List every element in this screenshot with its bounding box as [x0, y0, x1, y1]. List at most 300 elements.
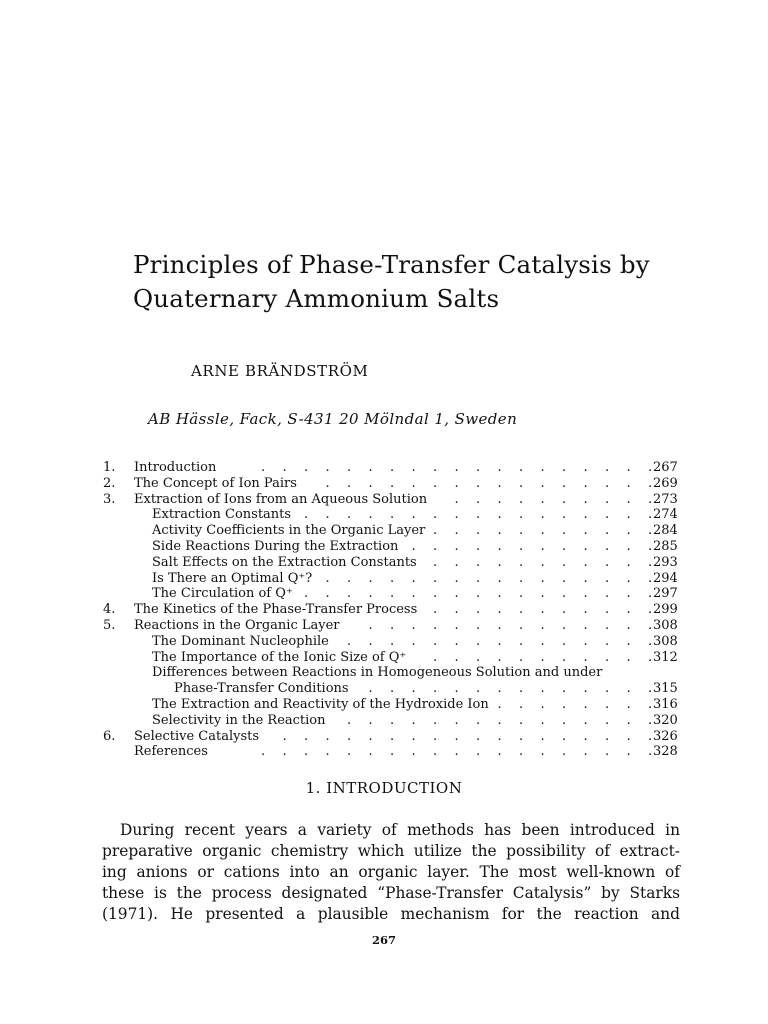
leader-dot: .	[562, 681, 567, 697]
leader-dot: .	[583, 586, 588, 602]
leader-dot: .	[562, 649, 567, 665]
toc-entry-page: 316	[653, 697, 678, 712]
leader-dot: .	[519, 539, 524, 554]
leader-dot: .	[540, 602, 545, 618]
leader-dot: .	[497, 491, 502, 507]
leader-dot: .	[497, 618, 502, 633]
toc-entry-title: Side Reactions During the Extraction	[152, 539, 399, 554]
leader-dot: .	[540, 523, 545, 539]
toc-entry-title: The Kinetics of the Phase-Transfer Process	[134, 602, 418, 618]
leader-dot: .	[454, 475, 459, 491]
toc-entry-number: 5.	[103, 618, 116, 633]
leader-dot: .	[540, 681, 545, 697]
leader-dot: .	[433, 554, 438, 570]
leader-dot: .	[497, 649, 502, 665]
leader-dot: .	[476, 728, 481, 744]
leader-dot: .	[454, 618, 459, 633]
leader-dot: .	[648, 507, 653, 523]
leader-dot: .	[583, 697, 588, 712]
leader-dot: .	[454, 507, 459, 523]
leader-dot: .	[476, 681, 481, 697]
leader-dot: .	[325, 507, 330, 523]
toc-entry	[0, 460, 768, 476]
leader-dot: .	[540, 570, 545, 586]
leader-dot: .	[605, 633, 610, 649]
toc-entry-page: 267	[653, 460, 678, 475]
leader-dot: .	[347, 460, 352, 475]
leader-dot: .	[411, 507, 416, 523]
leader-dot: .	[605, 712, 610, 728]
leader-dot: .	[626, 633, 631, 649]
leader-dot: .	[411, 633, 416, 649]
leader-dot: .	[626, 475, 631, 491]
leader-dot: .	[519, 570, 524, 586]
toc-entry-page: 269	[653, 475, 678, 491]
leader-dot: .	[648, 728, 653, 744]
leader-dot: .	[368, 633, 373, 649]
leader-dot: .	[648, 539, 653, 554]
toc-entry	[0, 681, 768, 697]
leader-dot: .	[583, 539, 588, 554]
leader-dot: .	[562, 554, 567, 570]
toc-entry	[0, 476, 768, 492]
leader-dot: .	[304, 460, 309, 475]
toc-entry-page: 326	[653, 728, 678, 744]
leader-dot: .	[390, 618, 395, 633]
leader-dot: .	[605, 602, 610, 618]
leader-dot: .	[433, 633, 438, 649]
leader-dot: .	[325, 475, 330, 491]
leader-dot: .	[476, 602, 481, 618]
leader-dot: .	[454, 460, 459, 475]
leader-dot: .	[626, 507, 631, 523]
toc-entry-title: Differences between Reactions in Homogeneous Solution and under	[152, 665, 603, 681]
leader-dot: .	[304, 507, 309, 523]
leader-dot: .	[347, 475, 352, 491]
leader-dot: .	[347, 570, 352, 586]
leader-dot: .	[583, 507, 588, 523]
leader-dot: .	[476, 539, 481, 554]
leader-dot: .	[390, 681, 395, 697]
toc-entry	[0, 523, 768, 539]
leader-dot: .	[605, 460, 610, 475]
toc-entry-page: 308	[653, 618, 678, 633]
leader-dot: .	[583, 554, 588, 570]
leader-dot: .	[583, 460, 588, 475]
leader-dot: .	[540, 475, 545, 491]
leader-dot: .	[648, 712, 653, 728]
leader-dot: .	[476, 744, 481, 760]
leader-dot: .	[390, 744, 395, 760]
body-line: During recent years a variety of methods has been introduced in	[120, 821, 680, 839]
section-heading: 1. INTRODUCTION	[305, 779, 463, 797]
leader-dot: .	[648, 570, 653, 586]
body-line: ing anions or cations into an organic layer. The most well-known of	[102, 863, 680, 881]
leader-dot: .	[605, 507, 610, 523]
toc-entry-title: References	[134, 744, 208, 760]
leader-dot: .	[390, 712, 395, 728]
title-line-2: Quaternary Ammonium Salts	[133, 284, 500, 313]
leader-dot: .	[497, 744, 502, 760]
toc-leader-dots	[0, 539, 768, 555]
leader-dot: .	[368, 570, 373, 586]
leader-dot: .	[605, 681, 610, 697]
toc-entry-number: 4.	[103, 602, 116, 618]
leader-dot: .	[454, 602, 459, 618]
leader-dot: .	[605, 586, 610, 602]
toc-entry-page: 320	[653, 712, 678, 728]
leader-dot: .	[433, 523, 438, 539]
leader-dot: .	[282, 744, 287, 760]
leader-dot: .	[519, 507, 524, 523]
leader-dot: .	[540, 491, 545, 507]
leader-dot: .	[347, 507, 352, 523]
toc-leader-dots	[0, 492, 768, 508]
leader-dot: .	[368, 712, 373, 728]
toc-entry-page: 299	[653, 602, 678, 618]
leader-dot: .	[626, 728, 631, 744]
leader-dot: .	[368, 728, 373, 744]
leader-dot: .	[540, 507, 545, 523]
leader-dot: .	[411, 618, 416, 633]
leader-dot: .	[411, 712, 416, 728]
leader-dot: .	[347, 744, 352, 760]
leader-dot: .	[454, 681, 459, 697]
leader-dot: .	[583, 618, 588, 633]
toc-entry-title: Selective Catalysts	[134, 728, 260, 744]
leader-dot: .	[368, 475, 373, 491]
leader-dot: .	[454, 523, 459, 539]
leader-dot: .	[626, 523, 631, 539]
leader-dot: .	[583, 681, 588, 697]
leader-dot: .	[411, 728, 416, 744]
leader-dot: .	[648, 491, 653, 507]
leader-dot: .	[605, 649, 610, 665]
toc-entry-page: 315	[653, 681, 678, 697]
toc-entry	[0, 555, 768, 571]
leader-dot: .	[605, 697, 610, 712]
leader-dot: .	[519, 523, 524, 539]
leader-dot: .	[390, 728, 395, 744]
leader-dot: .	[540, 728, 545, 744]
leader-dot: .	[476, 618, 481, 633]
toc-entry-page: 328	[653, 744, 678, 760]
leader-dot: .	[304, 744, 309, 760]
author-name: ARNE BRÄNDSTRÖM	[191, 362, 369, 380]
leader-dot: .	[519, 744, 524, 760]
leader-dot: .	[648, 618, 653, 633]
leader-dot: .	[325, 728, 330, 744]
leader-dot: .	[583, 633, 588, 649]
leader-dot: .	[562, 586, 567, 602]
leader-dot: .	[519, 633, 524, 649]
toc-entry-page: 274	[653, 507, 678, 523]
toc-entry-title: Activity Coefficients in the Organic Layer	[152, 523, 426, 539]
leader-dot: .	[454, 728, 459, 744]
leader-dot: .	[519, 475, 524, 491]
leader-dot: .	[454, 554, 459, 570]
leader-dot: .	[605, 554, 610, 570]
leader-dot: .	[368, 460, 373, 475]
leader-dot: .	[454, 649, 459, 665]
leader-dot: .	[433, 744, 438, 760]
toc-entry-page: 294	[653, 570, 678, 586]
leader-dot: .	[390, 570, 395, 586]
leader-dot: .	[519, 697, 524, 712]
leader-dot: .	[540, 539, 545, 554]
leader-dot: .	[433, 649, 438, 665]
leader-dot: .	[583, 649, 588, 665]
leader-dot: .	[347, 728, 352, 744]
leader-dot: .	[476, 554, 481, 570]
leader-dot: .	[540, 586, 545, 602]
leader-dot: .	[476, 586, 481, 602]
leader-dot: .	[390, 460, 395, 475]
leader-dot: .	[648, 633, 653, 649]
leader-dot: .	[433, 602, 438, 618]
leader-dot: .	[605, 475, 610, 491]
leader-dot: .	[626, 554, 631, 570]
leader-dot: .	[454, 570, 459, 586]
toc-entry-title: The Circulation of Q⁺	[152, 586, 293, 602]
leader-dot: .	[476, 633, 481, 649]
leader-dot: .	[411, 744, 416, 760]
toc-leader-dots	[0, 476, 768, 492]
toc-entry	[0, 571, 768, 587]
toc-entry	[0, 744, 768, 760]
body-paragraph	[102, 820, 680, 925]
leader-dot: .	[411, 570, 416, 586]
toc-entry-page: 308	[653, 633, 678, 649]
leader-dot: .	[540, 712, 545, 728]
toc-entry-title: Extraction of Ions from an Aqueous Solution	[134, 491, 428, 507]
toc-entry-page: 273	[653, 491, 678, 507]
leader-dot: .	[648, 523, 653, 539]
toc-entry-title: Is There an Optimal Q⁺?	[152, 570, 313, 586]
toc-entry-title: Salt Effects on the Extraction Constants	[152, 554, 417, 570]
leader-dot: .	[519, 728, 524, 744]
toc-leader-dots	[0, 634, 768, 650]
leader-dot: .	[368, 507, 373, 523]
leader-dot: .	[519, 681, 524, 697]
leader-dot: .	[626, 460, 631, 475]
leader-dot: .	[411, 539, 416, 554]
leader-dot: .	[476, 491, 481, 507]
leader-dot: .	[583, 491, 588, 507]
leader-dot: .	[325, 460, 330, 475]
leader-dot: .	[519, 586, 524, 602]
leader-dot: .	[325, 586, 330, 602]
leader-dot: .	[562, 633, 567, 649]
leader-dot: .	[605, 523, 610, 539]
toc-entry-number: 2.	[103, 475, 116, 491]
leader-dot: .	[648, 460, 653, 475]
leader-dot: .	[368, 744, 373, 760]
leader-dot: .	[433, 539, 438, 554]
leader-dot: .	[411, 681, 416, 697]
leader-dot: .	[497, 539, 502, 554]
leader-dot: .	[562, 523, 567, 539]
leader-dot: .	[519, 491, 524, 507]
toc-entry-page: 284	[653, 523, 678, 539]
leader-dot: .	[325, 744, 330, 760]
leader-dot: .	[433, 475, 438, 491]
leader-dot: .	[411, 475, 416, 491]
leader-dot: .	[626, 744, 631, 760]
toc-entry-number: 1.	[103, 460, 116, 475]
leader-dot: .	[648, 697, 653, 712]
leader-dot: .	[583, 523, 588, 539]
leader-dot: .	[304, 728, 309, 744]
leader-dot: .	[497, 523, 502, 539]
leader-dot: .	[648, 681, 653, 697]
leader-dot: .	[562, 744, 567, 760]
body-line: these is the process designated “Phase-Transfer Catalysis” by Starks	[102, 884, 680, 902]
leader-dot: .	[497, 602, 502, 618]
leader-dot: .	[562, 602, 567, 618]
leader-dot: .	[476, 460, 481, 475]
toc-entry-page: 293	[653, 554, 678, 570]
toc-entry	[0, 507, 768, 523]
leader-dot: .	[433, 681, 438, 697]
toc-entry-number: 3.	[103, 491, 116, 507]
leader-dot: .	[497, 728, 502, 744]
toc-entry-number: 6.	[103, 728, 116, 744]
body-line: preparative organic chemistry which utilize the possibility of extract-	[102, 842, 680, 860]
toc-entry	[0, 729, 768, 745]
toc-entry-title: Extraction Constants	[152, 507, 292, 523]
toc-leader-dots	[0, 523, 768, 539]
toc-entry	[0, 650, 768, 666]
leader-dot: .	[411, 586, 416, 602]
leader-dot: .	[497, 460, 502, 475]
toc-entry	[0, 602, 768, 618]
toc-leader-dots	[0, 460, 768, 476]
leader-dot: .	[626, 586, 631, 602]
leader-dot: .	[497, 570, 502, 586]
leader-dot: .	[540, 744, 545, 760]
leader-dot: .	[626, 712, 631, 728]
leader-dot: .	[626, 602, 631, 618]
leader-dot: .	[433, 618, 438, 633]
leader-dot: .	[497, 554, 502, 570]
toc-leader-dots	[0, 729, 768, 745]
leader-dot: .	[282, 728, 287, 744]
leader-dot: .	[626, 539, 631, 554]
leader-dot: .	[605, 744, 610, 760]
leader-dot: .	[390, 507, 395, 523]
toc-leader-dots	[0, 650, 768, 666]
leader-dot: .	[368, 586, 373, 602]
leader-dot: .	[540, 649, 545, 665]
toc-entry-title: Selectivity in the Reaction	[152, 712, 326, 728]
leader-dot: .	[454, 744, 459, 760]
toc-entry	[0, 634, 768, 650]
toc-entry	[0, 539, 768, 555]
toc-entry-title: The Dominant Nucleophile	[152, 633, 329, 649]
toc-leader-dots	[0, 697, 768, 713]
leader-dot: .	[476, 507, 481, 523]
leader-dot: .	[454, 633, 459, 649]
author-affiliation: AB Hässle, Fack, S-431 20 Mölndal 1, Sweden	[148, 410, 518, 428]
leader-dot: .	[626, 570, 631, 586]
leader-dot: .	[583, 712, 588, 728]
leader-dot: .	[562, 618, 567, 633]
toc-leader-dots	[0, 571, 768, 587]
leader-dot: .	[626, 618, 631, 633]
leader-dot: .	[497, 586, 502, 602]
leader-dot: .	[626, 697, 631, 712]
leader-dot: .	[282, 460, 287, 475]
leader-dot: .	[626, 491, 631, 507]
toc-entry-title: The Concept of Ion Pairs	[134, 475, 297, 491]
toc-entry-title: The Importance of the Ionic Size of Q⁺	[152, 649, 407, 665]
leader-dot: .	[497, 633, 502, 649]
toc-entry	[0, 586, 768, 602]
leader-dot: .	[497, 712, 502, 728]
leader-dot: .	[476, 475, 481, 491]
body-line: (1971). He presented a plausible mechanism for the reaction and	[102, 905, 680, 923]
toc-entry-title: Introduction	[134, 460, 217, 475]
toc-leader-dots	[0, 681, 768, 697]
leader-dot: .	[605, 491, 610, 507]
leader-dot: .	[454, 712, 459, 728]
toc-entry-title: Reactions in the Organic Layer	[134, 618, 340, 633]
leader-dot: .	[648, 744, 653, 760]
toc-entry	[0, 697, 768, 713]
toc-entry	[0, 618, 768, 634]
toc-entry	[0, 492, 768, 508]
leader-dot: .	[325, 570, 330, 586]
leader-dot: .	[648, 554, 653, 570]
leader-dot: .	[433, 507, 438, 523]
toc-leader-dots	[0, 744, 768, 760]
leader-dot: .	[433, 712, 438, 728]
leader-dot: .	[411, 460, 416, 475]
leader-dot: .	[454, 539, 459, 554]
leader-dot: .	[540, 697, 545, 712]
leader-dot: .	[648, 475, 653, 491]
leader-dot: .	[648, 602, 653, 618]
leader-dot: .	[497, 475, 502, 491]
leader-dot: .	[562, 539, 567, 554]
leader-dot: .	[562, 491, 567, 507]
leader-dot: .	[648, 586, 653, 602]
toc-entry	[0, 713, 768, 729]
leader-dot: .	[648, 649, 653, 665]
leader-dot: .	[605, 539, 610, 554]
toc-leader-dots	[0, 713, 768, 729]
leader-dot: .	[519, 460, 524, 475]
leader-dot: .	[476, 712, 481, 728]
toc-leader-dots	[0, 618, 768, 634]
leader-dot: .	[497, 507, 502, 523]
leader-dot: .	[583, 744, 588, 760]
leader-dot: .	[583, 570, 588, 586]
leader-dot: .	[583, 602, 588, 618]
leader-dot: .	[347, 586, 352, 602]
leader-dot: .	[540, 633, 545, 649]
leader-dot: .	[497, 697, 502, 712]
leader-dot: .	[433, 586, 438, 602]
leader-dot: .	[433, 728, 438, 744]
leader-dot: .	[583, 728, 588, 744]
leader-dot: .	[626, 681, 631, 697]
leader-dot: .	[347, 633, 352, 649]
leader-dot: .	[540, 618, 545, 633]
leader-dot: .	[562, 460, 567, 475]
page-number: 267	[371, 933, 396, 947]
